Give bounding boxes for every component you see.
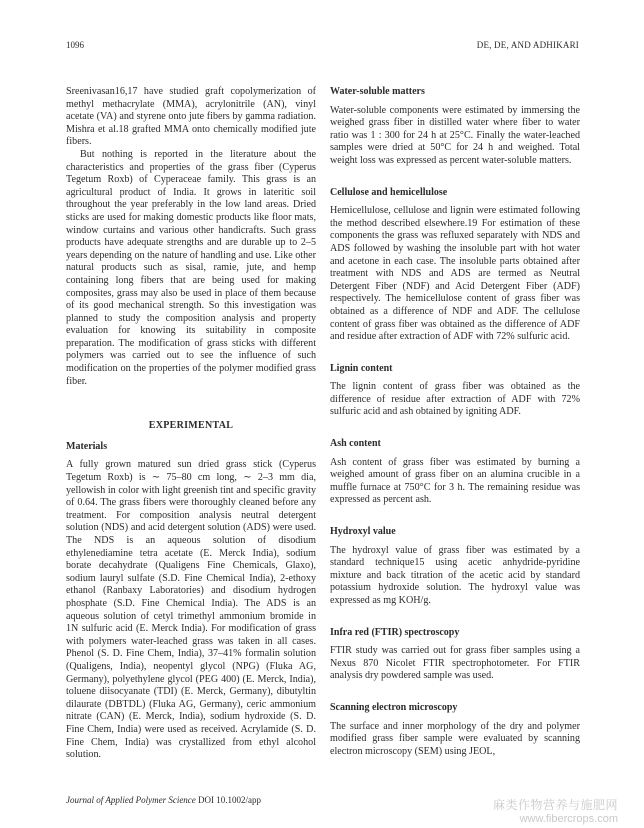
- materials-paragraph: A fully grown matured sun dried grass stick (Cyperus Tegetum Roxb) is ∼ 75–80 cm long, ∼ 2–3 mm dia, yellowish in color with light greenish tint and specific gravity of 0.64. The grass fibers were thoroughly cleaned before any treatment. For composition analysis neutral detergent solution (NDS) and acid detergent solution (ADS) were used. The NDS is an aqueous solution of disodium ethylenediamine tetra acetate (E. Merck India), sodium borate decahydrate (Qualigens Fine Chemicals, Glaxo), sodium lauryl sulfate (S.D. Fine Chemical India), 2-ethoxy ethanol (Ranbaxy Laboratories) and disodium hydrogen phosphate (S.D. Fine Chemical India). The ADS is an aqueous solution of cetyl trimethyl ammonium bromide in 1N sulfuric acid (E. Merck India). For modification of grass with polymers water-leached grass was taken in all cases. Phenol (S. D. Fine Chem, India), 37–41% formalin solution (Qualigens, India), neopentyl glycol (NPG) (Fluka AG, Germany), polyethylene glycol (PEG 400) (E. Merck, India), toluene diisocyanate (TDI) (E. Merck, Germany), dibutyltin dilaurate (DBTDL) (Fluka AG, Germany), ceric ammonium nitrate (CAN) (E. Merck, India), sodium hydroxide (S. D. Fine Chem, India) were used as received. Acrylamide (S. D. Fine Chem, India) was crystallized from ethyl alcohol solution.: [66, 459, 316, 761]
- section-hydroxyl: [330, 526, 580, 608]
- subsection-heading-cellulose: Cellulose and hemicellulose: [330, 186, 448, 198]
- subsection-heading-sem: Scanning electron microscopy: [330, 701, 458, 713]
- intro-paragraph-1: Sreenivasan16,17 have studied graft copolymerization of methyl methacrylate (MMA), acrylonitrile (AN), vinyl acetate (VA) and styrene onto jute fibers by gamma radiation. Mishra et al.18 grafted MMA onto chemically modified jute fibers.: [66, 86, 316, 148]
- sem-paragraph: The surface and inner morphology of the dry and polymer modified grass fiber sample were evaluated by scanning electron microscopy (SEM) using JEOL,: [330, 720, 580, 757]
- right-column: [330, 86, 580, 758]
- watermark-url: www.fibercrops.com: [519, 813, 618, 825]
- journal-doi: DOI 10.1002/app: [198, 795, 262, 805]
- subsection-heading-materials: Materials: [66, 440, 108, 452]
- running-head: DE, DE, AND ADHIKARI: [476, 40, 579, 50]
- ash-paragraph: Ash content of grass fiber was estimated by burning a weighed amount of grass fiber on an alumina crucible in a muffle furnace at 750°C for 3 h. The remaining residue was expressed as percent ash.: [330, 456, 580, 506]
- watermark-site-name: 麻类作物营养与施肥网: [492, 798, 618, 812]
- section-cellulose: [330, 187, 580, 344]
- section-water-soluble: [330, 86, 580, 168]
- intro-paragraph-2: But nothing is reported in the literature about the characteristics and properties of the grass fiber (Cyperus Tegetum Roxb) of Cyperaceae family. This grass is an agricultural product of India. It grows in lateritic soil throughout the year preferably in the low land areas. Dried sticks are used for making domestic products like floor mats, window curtains and various other handicrafts. Such grass products have adequate strengths and are durable up to 2–5 years depending on the nature of handling and use. Like other natural products such as sisal, ramie, jute, and hemp containing long fibers that are being used for making composites, grass may also be used in place of them because of its good mechanical strength. So this investigation was planned to study the composition analysis and property evaluation for knowing its suitability in composite preparation. The modification of grass sticks with different polymers was carried out to see the influence of such modification on the properties of the polymer modified grass fiber.: [66, 148, 316, 387]
- water-soluble-paragraph: Water-soluble components were estimated by immersing the weighed grass fiber in distilled water where fiber to water ratio was 1 : 300 for 24 h at 25°C. Finally the water-leached samples were dried at 50°C for 24 h and weighed. Total weight loss was expressed as percent water-soluble matters.: [330, 104, 580, 166]
- lignin-paragraph: The lignin content of grass fiber was obtained as the difference of residue after extraction of ADF with 72% sulfuric acid and ash obtained by igniting ADF.: [330, 381, 580, 418]
- section-lignin: [330, 363, 580, 419]
- subsection-heading-ash: Ash content: [330, 438, 381, 450]
- section-ash: [330, 438, 580, 507]
- section-sem: [330, 702, 580, 758]
- cellulose-paragraph: Hemicellulose, cellulose and lignin were estimated following the method described elsewhere.19 For estimation of these components the grass was refluxed separately with NDS and ADS followed by washing the insoluble part with hot water and acetone in each case. The insoluble parts obtained after treatment with NDS and ADS are termed as Neutral Detergent Fiber (NDF) and Acid Detergent Fiber (ADF) respectively. The hemicellulose content of grass fiber was obtained as a difference of NDF and ADF. The cellulose content of grass fiber was obtained as the difference of ADF and residue after extraction of ADF with 72% sulfuric acid.: [330, 205, 580, 343]
- section-ftir: [330, 627, 580, 683]
- section-heading-experimental: EXPERIMENTAL: [148, 420, 234, 432]
- left-column: [66, 86, 316, 762]
- hydroxyl-paragraph: The hydroxyl value of grass fiber was estimated by a standard technique15 using acetic anhydride-pyridine mixture and back titration of the acetic acid by standard potassium hydroxide solution. The hydroxyl value was expressed as mg KOH/g.: [330, 544, 580, 606]
- page-number: 1096: [66, 40, 84, 50]
- journal-footer: [66, 795, 261, 805]
- subsection-heading-hydroxyl: Hydroxyl value: [330, 526, 396, 538]
- ftir-paragraph: FTIR study was carried out for grass fiber samples using a Nexus 870 Nicolet FTIR spectrophotometer. For FTIR analysis dry powdered sample was used.: [330, 645, 580, 682]
- subsection-heading-ftir: Infra red (FTIR) spectroscopy: [330, 626, 460, 638]
- subsection-heading-water-soluble: Water-soluble matters: [330, 86, 425, 97]
- site-watermark: [493, 796, 618, 825]
- journal-name: Journal of Applied Polymer Science: [66, 795, 196, 805]
- subsection-heading-lignin: Lignin content: [330, 362, 393, 374]
